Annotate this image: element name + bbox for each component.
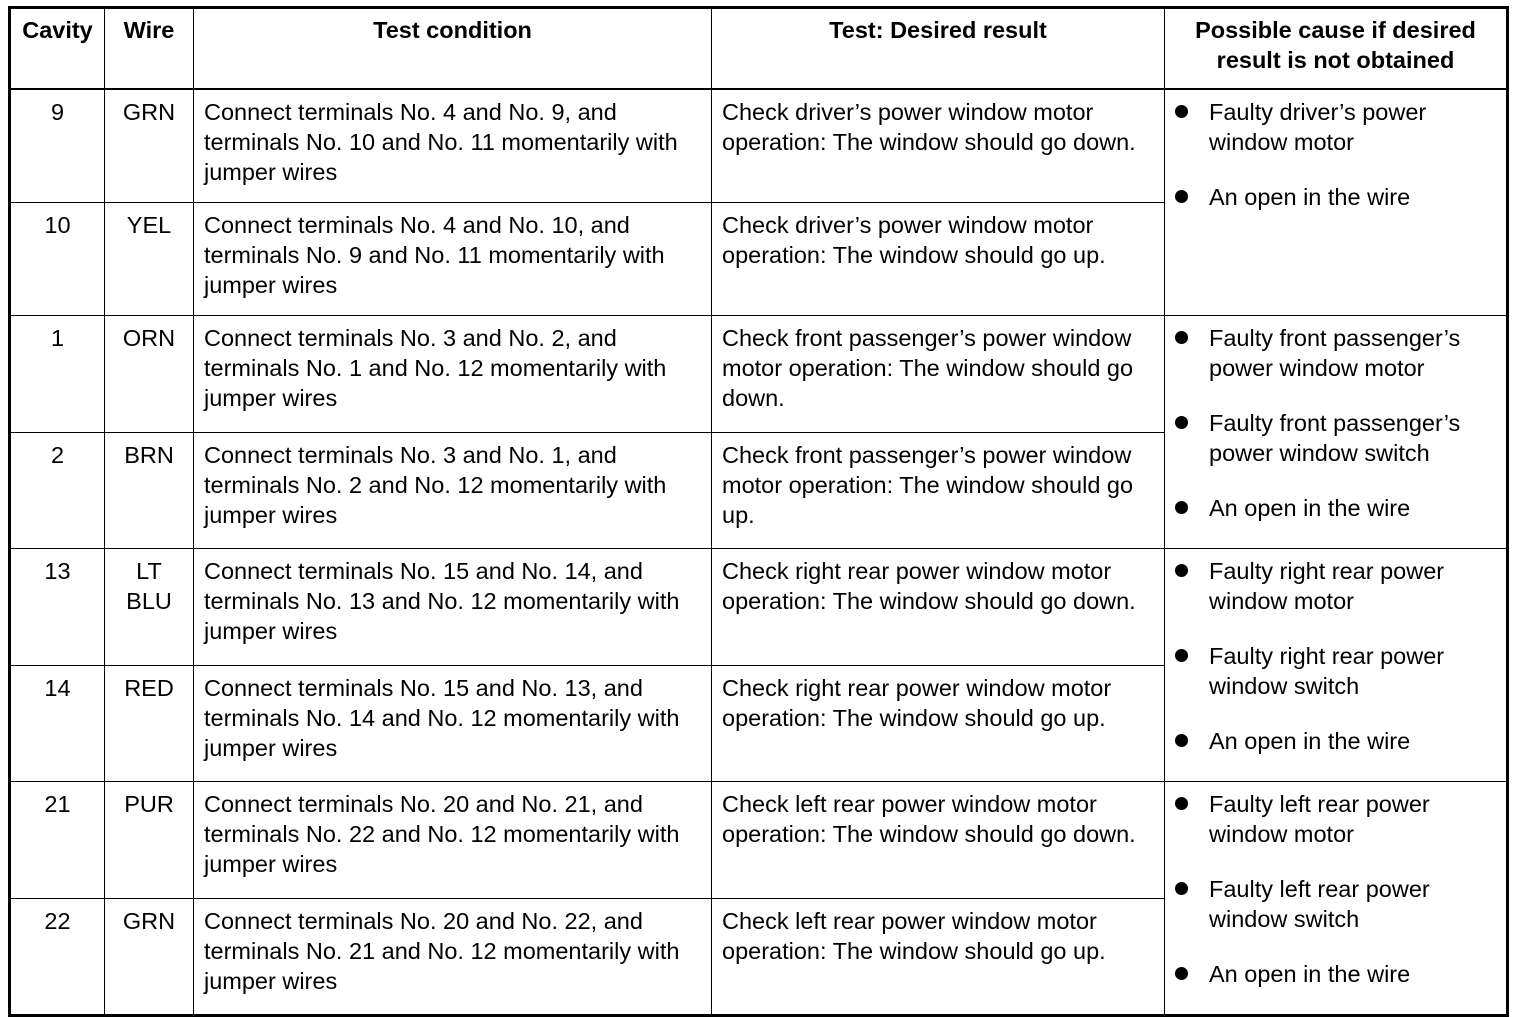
test-condition-cell: Connect terminals No. 3 and No. 1, and terminals No. 2 and No. 12 momentarily with jumper wires <box>194 432 712 549</box>
wire-cell <box>105 782 194 899</box>
wire-color: GRN <box>122 98 176 125</box>
list-item <box>1175 556 1496 616</box>
list-item <box>1175 493 1496 523</box>
bullet-icon <box>1175 331 1188 344</box>
cavity-cell: 1 <box>10 316 105 433</box>
table-row <box>10 782 1508 899</box>
desired-result-cell: Check left rear power window motor operation: The window should go up. <box>712 899 1165 1016</box>
desired-result-cell: Check right rear power window motor operation: The window should go down. <box>712 549 1165 666</box>
cause-text: Faulty driver’s power window motor <box>1209 98 1427 155</box>
desired-result-cell: Check right rear power window motor operation: The window should go up. <box>712 665 1165 782</box>
cause-list <box>1175 97 1496 212</box>
desired-result-cell: Check front passenger’s power window motor operation: The window should go down. <box>712 316 1165 433</box>
bullet-icon <box>1175 797 1188 810</box>
bullet-icon <box>1175 649 1188 662</box>
header-row <box>10 8 1508 89</box>
list-item <box>1175 789 1496 849</box>
cavity-cell: 2 <box>10 432 105 549</box>
cause-text: An open in the wire <box>1209 183 1411 210</box>
wire-cell <box>105 899 194 1016</box>
cavity-cell: 14 <box>10 665 105 782</box>
possible-cause-cell <box>1165 549 1508 782</box>
table-row <box>10 89 1508 203</box>
test-condition-cell: Connect terminals No. 20 and No. 22, and terminals No. 21 and No. 12 momentarily with jumper wires <box>194 899 712 1016</box>
header-possible-cause: Possible cause if desired result is not obtained <box>1165 8 1508 89</box>
desired-result-cell: Check driver’s power window motor operation: The window should go down. <box>712 89 1165 203</box>
bullet-icon <box>1175 501 1188 514</box>
cause-text: An open in the wire <box>1209 728 1411 755</box>
header-cavity: Cavity <box>10 8 105 89</box>
table-row <box>10 549 1508 666</box>
header-wire: Wire <box>105 8 194 89</box>
cause-text: Faulty right rear power window switch <box>1209 643 1445 700</box>
list-item <box>1175 323 1496 383</box>
header-desired-result: Test: Desired result <box>712 8 1165 89</box>
possible-cause-cell <box>1165 782 1508 1016</box>
header-test-condition: Test condition <box>194 8 712 89</box>
wire-cell <box>105 432 194 549</box>
desired-result-cell: Check front passenger’s power window motor operation: The window should go up. <box>712 432 1165 549</box>
bullet-icon <box>1175 734 1188 747</box>
bullet-icon <box>1175 882 1188 895</box>
bullet-icon <box>1175 564 1188 577</box>
cavity-cell: 22 <box>10 899 105 1016</box>
test-condition-cell: Connect terminals No. 4 and No. 10, and terminals No. 9 and No. 11 momentarily with jumper wires <box>194 202 712 316</box>
list-item <box>1175 408 1496 468</box>
cause-text: Faulty front passenger’s power window motor <box>1209 325 1461 382</box>
cavity-cell: 10 <box>10 202 105 316</box>
test-condition-cell: Connect terminals No. 3 and No. 2, and terminals No. 1 and No. 12 momentarily with jumper wires <box>194 316 712 433</box>
wire-color: YEL <box>126 211 172 238</box>
desired-result-cell: Check left rear power window motor operation: The window should go down. <box>712 782 1165 899</box>
wire-cell <box>105 202 194 316</box>
desired-result-cell: Check driver’s power window motor operation: The window should go up. <box>712 202 1165 316</box>
wire-test-table <box>8 6 1509 1017</box>
cause-text: Faulty left rear power window switch <box>1209 876 1430 933</box>
wire-cell <box>105 316 194 433</box>
bullet-icon <box>1175 967 1188 980</box>
cavity-cell: 9 <box>10 89 105 203</box>
wire-cell <box>105 549 194 666</box>
wire-color: ORN <box>122 325 176 352</box>
possible-cause-cell <box>1165 316 1508 549</box>
list-item <box>1175 959 1496 989</box>
cavity-cell: 13 <box>10 549 105 666</box>
test-condition-cell: Connect terminals No. 20 and No. 21, and terminals No. 22 and No. 12 momentarily with jumper wires <box>194 782 712 899</box>
list-item <box>1175 182 1496 212</box>
cause-text: Faulty front passenger’s power window switch <box>1209 410 1461 467</box>
wire-color: LT <box>136 558 162 585</box>
wire-color: RED <box>124 674 174 701</box>
wire-color: BRN <box>124 441 174 468</box>
test-condition-cell: Connect terminals No. 4 and No. 9, and terminals No. 10 and No. 11 momentarily with jumper wires <box>194 89 712 203</box>
wire-color: BLU <box>126 588 172 615</box>
table-row <box>10 316 1508 433</box>
cause-text: Faulty right rear power window motor <box>1209 558 1445 615</box>
cause-text: Faulty left rear power window motor <box>1209 791 1430 848</box>
list-item <box>1175 874 1496 934</box>
test-condition-cell: Connect terminals No. 15 and No. 14, and terminals No. 13 and No. 12 momentarily with jumper wires <box>194 549 712 666</box>
list-item <box>1175 726 1496 756</box>
bullet-icon <box>1175 105 1188 118</box>
cause-list <box>1175 323 1496 523</box>
wire-cell <box>105 665 194 782</box>
wire-color: PUR <box>124 791 174 818</box>
bullet-icon <box>1175 416 1188 429</box>
cause-list <box>1175 789 1496 989</box>
wire-cell <box>105 89 194 203</box>
cause-list <box>1175 556 1496 756</box>
wire-color: GRN <box>122 908 176 935</box>
list-item <box>1175 641 1496 701</box>
cause-text: An open in the wire <box>1209 495 1411 522</box>
test-condition-cell: Connect terminals No. 15 and No. 13, and terminals No. 14 and No. 12 momentarily with jumper wires <box>194 665 712 782</box>
cavity-cell: 21 <box>10 782 105 899</box>
possible-cause-cell <box>1165 89 1508 316</box>
list-item <box>1175 97 1496 157</box>
cause-text: An open in the wire <box>1209 961 1411 988</box>
bullet-icon <box>1175 190 1188 203</box>
